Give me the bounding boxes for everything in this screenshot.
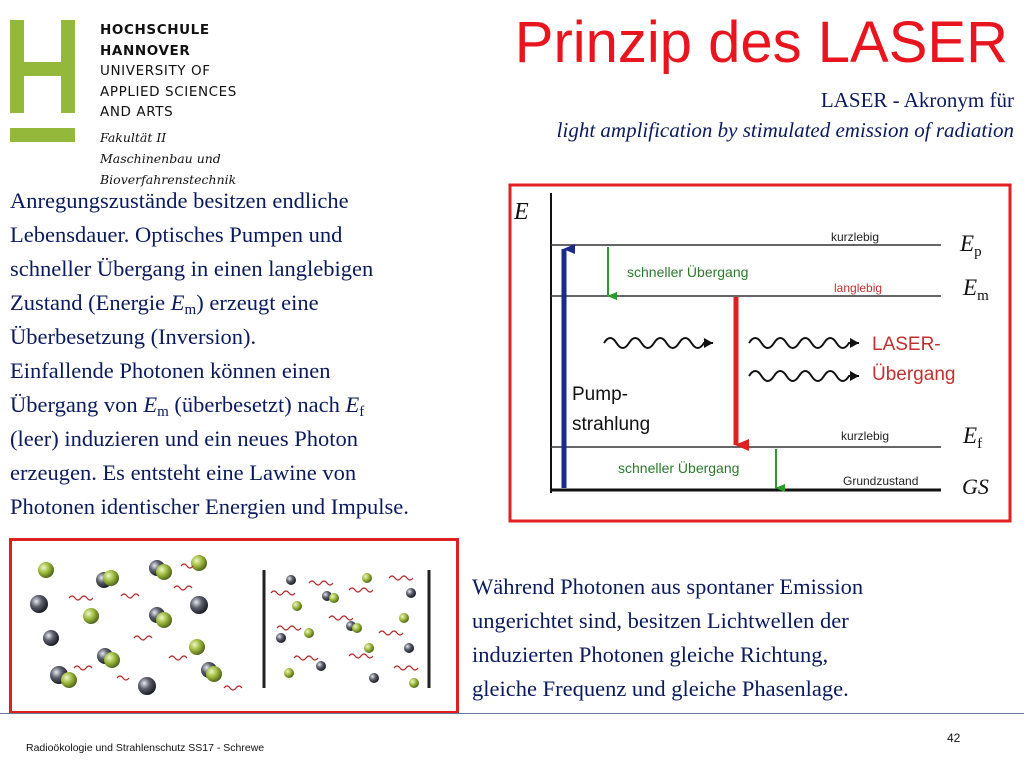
text-line: gleiche Frequenz und gleiche Phasenlage. bbox=[472, 676, 849, 701]
faculty-line: Maschinenbau und bbox=[100, 151, 221, 166]
laser-transition-label: LASER- Übergang bbox=[872, 334, 956, 385]
energy-subscript: f bbox=[359, 404, 365, 420]
fast-transition-top-label: schneller Übergang bbox=[627, 264, 749, 280]
text-line: Überbesetzung (Inversion). bbox=[10, 324, 257, 349]
university-name-line: APPLIED SCIENCES bbox=[100, 83, 237, 100]
text-line bbox=[10, 286, 510, 320]
university-name bbox=[100, 20, 237, 123]
text-segment: ) erzeugt eine bbox=[196, 290, 319, 315]
text-segment: (überbesetzt) nach bbox=[168, 392, 346, 417]
energy-symbol: E bbox=[143, 392, 158, 417]
fast-transition-bottom-label: schneller Übergang bbox=[618, 460, 740, 476]
text-line: Lebensdauer. Optisches Pumpen und bbox=[10, 222, 343, 247]
page-number: 42 bbox=[947, 731, 961, 745]
slide-title: Prinzip des LASER bbox=[514, 10, 1008, 75]
acronym-heading: LASER - Akronym für bbox=[820, 88, 1014, 112]
text-segment: Zustand (Energie bbox=[10, 290, 171, 315]
footer-divider bbox=[0, 713, 1024, 714]
faculty-name bbox=[100, 127, 236, 190]
university-name-line: HOCHSCHULE bbox=[100, 22, 210, 38]
university-logo-icon bbox=[10, 20, 76, 145]
pump-label: Pump- strahlung bbox=[572, 384, 651, 435]
text-line: induzierten Photonen gleiche Richtung, bbox=[472, 642, 829, 667]
text-line: Während Photonen aus spontaner Emission bbox=[472, 574, 864, 599]
text-segment: Übergang von bbox=[10, 392, 144, 417]
level-gs-label: Grundzustand bbox=[843, 474, 919, 488]
footer-text: Radioökologie und Strahlenschutz SS17 - Schrewe bbox=[26, 742, 265, 754]
text-line: Photonen identischer Energien und Impulse. bbox=[10, 494, 409, 519]
level-ef-symbol: $E_f$ bbox=[963, 423, 983, 452]
main-text bbox=[10, 184, 510, 524]
energy-symbol: E bbox=[170, 290, 185, 315]
text-line: schneller Übergang in einen langlebigen bbox=[10, 256, 374, 281]
energy-level-diagram bbox=[508, 183, 1012, 523]
text-line: Anregungszustände besitzen endliche bbox=[10, 188, 349, 213]
side-text bbox=[472, 570, 1012, 706]
university-name-line: AND ARTS bbox=[100, 104, 174, 120]
university-name-line: UNIVERSITY OF bbox=[100, 63, 211, 79]
text-line: ungerichtet sind, besitzen Lichtwellen der bbox=[472, 608, 849, 633]
level-em-lifetime: langlebig bbox=[834, 281, 883, 295]
text-line bbox=[10, 388, 510, 422]
level-gs-symbol: GS bbox=[962, 474, 989, 499]
illustration-border bbox=[11, 540, 458, 713]
level-ef-lifetime: kurzlebig bbox=[841, 429, 890, 443]
energy-subscript: m bbox=[157, 404, 169, 420]
energy-subscript: m bbox=[184, 302, 197, 318]
acronym-expansion: light amplification by stimulated emission of radiation bbox=[556, 118, 1014, 142]
text-line: (leer) induzieren und ein neues Photon bbox=[10, 426, 359, 451]
energy-symbol: E bbox=[345, 392, 360, 417]
university-name-line: HANNOVER bbox=[100, 42, 191, 59]
faculty-line: Bioverfahrenstechnik bbox=[100, 172, 237, 187]
emission-illustration bbox=[9, 538, 459, 714]
faculty-line: Fakultät II bbox=[100, 130, 167, 145]
text-line: erzeugen. Es entsteht eine Lawine von bbox=[10, 460, 357, 485]
energy-axis-label: E bbox=[514, 199, 529, 225]
level-ep-symbol: $E_p$ bbox=[960, 231, 982, 260]
level-ep-lifetime: kurzlebig bbox=[831, 230, 880, 244]
level-em-symbol: $E_m$ bbox=[963, 275, 989, 304]
text-line: Einfallende Photonen können einen bbox=[10, 358, 331, 383]
